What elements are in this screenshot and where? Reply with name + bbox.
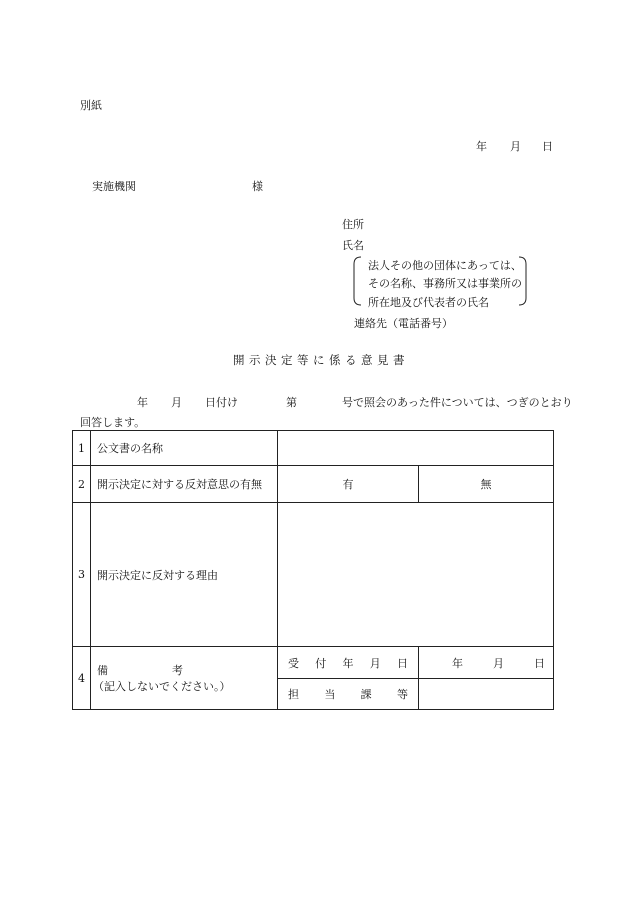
addressee-org: 実施機関 [92, 180, 136, 193]
received-char-4: 月 [369, 656, 381, 670]
remarks-label-b: 考 [172, 664, 183, 677]
intro-text: 号で照会のあった件については、つぎのとおり [342, 396, 573, 409]
received-date-field [419, 647, 554, 679]
received-char-1: 受 [288, 656, 299, 670]
row-4-label [91, 647, 278, 710]
corp-note-line-2: その名称、事務所又は事業所の [368, 277, 522, 290]
option-no[interactable]: 無 [419, 466, 554, 503]
row-3-number: 3 [73, 503, 91, 647]
intro-year: 年 [137, 396, 148, 409]
document-title: 開示決定等に係る意見書 [233, 353, 409, 367]
date-year: 年 [476, 140, 487, 153]
remarks-label-a: 備 [97, 664, 108, 677]
option-yes[interactable]: 有 [278, 466, 419, 503]
intro-day-dated: 日付け [205, 396, 238, 409]
table-row-2 [73, 466, 554, 503]
right-bracket [518, 256, 528, 306]
row-2-number: 2 [73, 466, 91, 503]
table-row-4a [73, 647, 554, 679]
corp-note-line-1: 法人その他の団体にあっては、 [368, 259, 522, 272]
opinion-table [72, 430, 554, 710]
received-char-2: 付 [315, 656, 327, 670]
name-label: 氏名 [342, 239, 364, 252]
objection-reason-field[interactable] [278, 503, 554, 647]
intro-line-2: 回答します。 [80, 416, 146, 429]
row-1-number: 1 [73, 431, 91, 466]
remarks-note: （記入しないでください。） [93, 680, 231, 693]
received-day: 日 [534, 656, 545, 670]
date-month: 月 [510, 140, 521, 153]
row-2-label: 開示決定に対する反対意思の有無 [91, 466, 278, 503]
received-year: 年 [452, 656, 463, 670]
intro-month: 月 [171, 396, 182, 409]
contact-label: 連絡先（電話番号） [354, 317, 453, 330]
table-row-1 [73, 431, 554, 466]
date-day: 日 [542, 140, 553, 153]
received-char-3: 年 [342, 656, 354, 670]
row-4-number: 4 [73, 647, 91, 710]
row-1-label: 公文書の名称 [91, 431, 278, 466]
address-label: 住所 [342, 218, 364, 231]
received-date-label [278, 647, 419, 679]
addressee-honorific: 様 [252, 180, 263, 193]
document-name-field[interactable] [278, 431, 554, 466]
intro-number-prefix: 第 [286, 396, 297, 409]
received-char-5: 日 [397, 656, 408, 670]
staff-char-2: 当 [324, 688, 336, 701]
staff-char-4: 等 [396, 688, 408, 701]
left-bracket [352, 256, 362, 306]
staff-char-3: 課 [360, 688, 372, 701]
staff-char-1: 担 [288, 688, 299, 701]
corp-note-line-3: 所在地及び代表者の氏名 [368, 296, 489, 309]
table-row-3 [73, 503, 554, 647]
staff-section-field [419, 679, 554, 710]
attachment-label: 別紙 [80, 99, 102, 112]
received-month: 月 [493, 656, 504, 670]
staff-section-label [278, 679, 419, 710]
row-3-label: 開示決定に反対する理由 [91, 503, 278, 647]
